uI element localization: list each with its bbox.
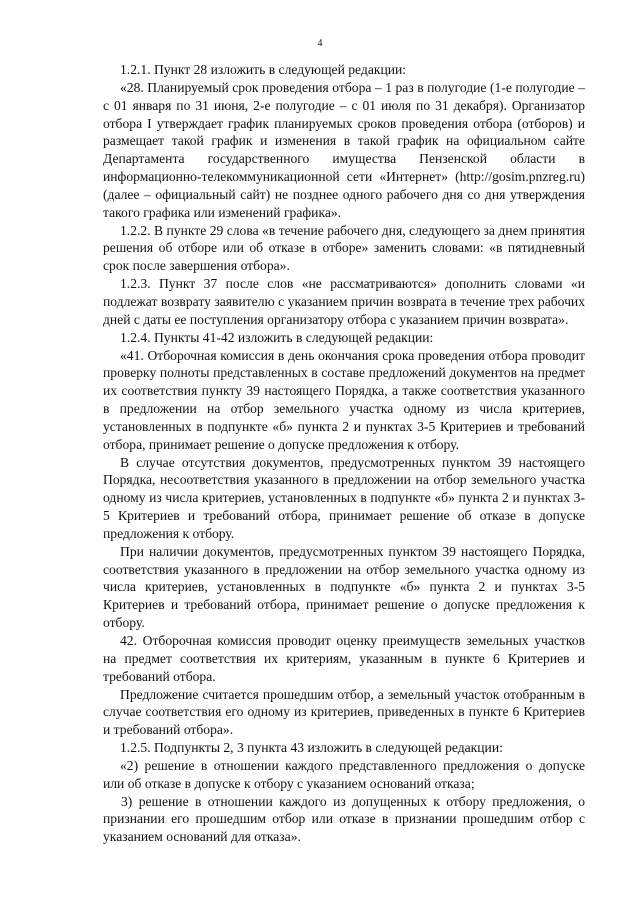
paragraph: 1.2.1. Пункт 28 изложить в следующей редакции: bbox=[120, 62, 407, 77]
paragraph: 3) решение в отношении каждого из допущенных к отбору предложения, о признании его прошедшим отбор или отказе в признании прошедшим отбор с указанием оснований для отказа». bbox=[103, 793, 585, 845]
paragraph: При наличии документов, предусмотренных пунктом 39 настоящего Порядка, соответствия указанного в предложении на отбор земельного участка одному из числа критериев, установленных в подпункте «б» пункта 2 и пунктах 3-5 Критериев и требований отбора, принимает решение о допуске предложения к отбору. bbox=[103, 543, 585, 631]
paragraph: 1.2.4. Пункты 41-42 изложить в следующей редакции: bbox=[120, 329, 434, 345]
paragraph: 1.2.5. Подпункты 2, 3 пункта 43 изложить в следующей редакции: bbox=[120, 740, 503, 756]
paragraph: 42. Отборочная комиссия проводит оценку преимуществ земельных участков на предмет соответствия их критериям, указанным в пункте 6 Критериев и требований отбора. bbox=[103, 633, 585, 684]
page-number: 4 bbox=[317, 38, 323, 49]
paragraph: В случае отсутствия документов, предусмотренных пунктом 39 настоящего Порядка, несоответствия указанного в предложении на отбор земельного участка одному из числа критериев, установленных в подпункте «б» пункта 2 и пунктах 3-5 Критериев и требований отбора, принимает решение об отказе в допуске предложения к отбору. bbox=[103, 454, 585, 541]
document-body bbox=[103, 61, 585, 846]
paragraph: «2) решение в отношении каждого представленного предложения о допуске или об отказе в допуске к отбору с указанием оснований отказа; bbox=[103, 757, 585, 791]
paragraph: «28. Планируемый срок проведения отбора – 1 раз в полугодие (1-е полугодие – с 01 января по 31 июня, 2-е полугодие – с 01 июля по 31 декабря). Организатор отбора I утверждает график планируемых сроков проведения отбора (отборов) и размещает такой график и изменения в такой график на официальном сайте Департамента государственного имущества Пензенской области в информационно-телекоммуникационной сети «Интернет» (http://gosim.pnzreg.ru) (далее – официальный сайт) не позднее одного рабочего дня со дня утверждения такого графика или изменений графика». bbox=[103, 79, 585, 220]
paragraph: «41. Отборочная комиссия в день окончания срока проведения отбора проводит проверку полноты представленных в составе предложений документов на предмет их соответствия пункту 39 настоящего Порядка, а также соответствия указанного в предложении на отбор земельного участка одному из числа критериев, установленных в подпункте «б» пункта 2 и пунктах 3-5 Критериев и требований отбора, принимает решение о допуске предложения к отбору. bbox=[103, 347, 585, 452]
paragraph: 1.2.2. В пункте 29 слова «в течение рабочего дня, следующего за днем принятия решения об отборе или об отказе в отборе» заменить словами: «в пятидневный срок после завершения отбора». bbox=[103, 222, 585, 274]
paragraph: Предложение считается прошедшим отбор, а земельный участок отобранным в случае соответствия его одному из критериев, приведенных в пункте 6 Критериев и требований отбора». bbox=[103, 686, 585, 738]
paragraph: 1.2.3. Пункт 37 после слов «не рассматриваются» дополнить словами «и подлежат возврату заявителю с указанием причин возврата в течение трех рабочих дней с даты ее поступления организатору отбора с указанием причин возврата». bbox=[103, 276, 585, 327]
